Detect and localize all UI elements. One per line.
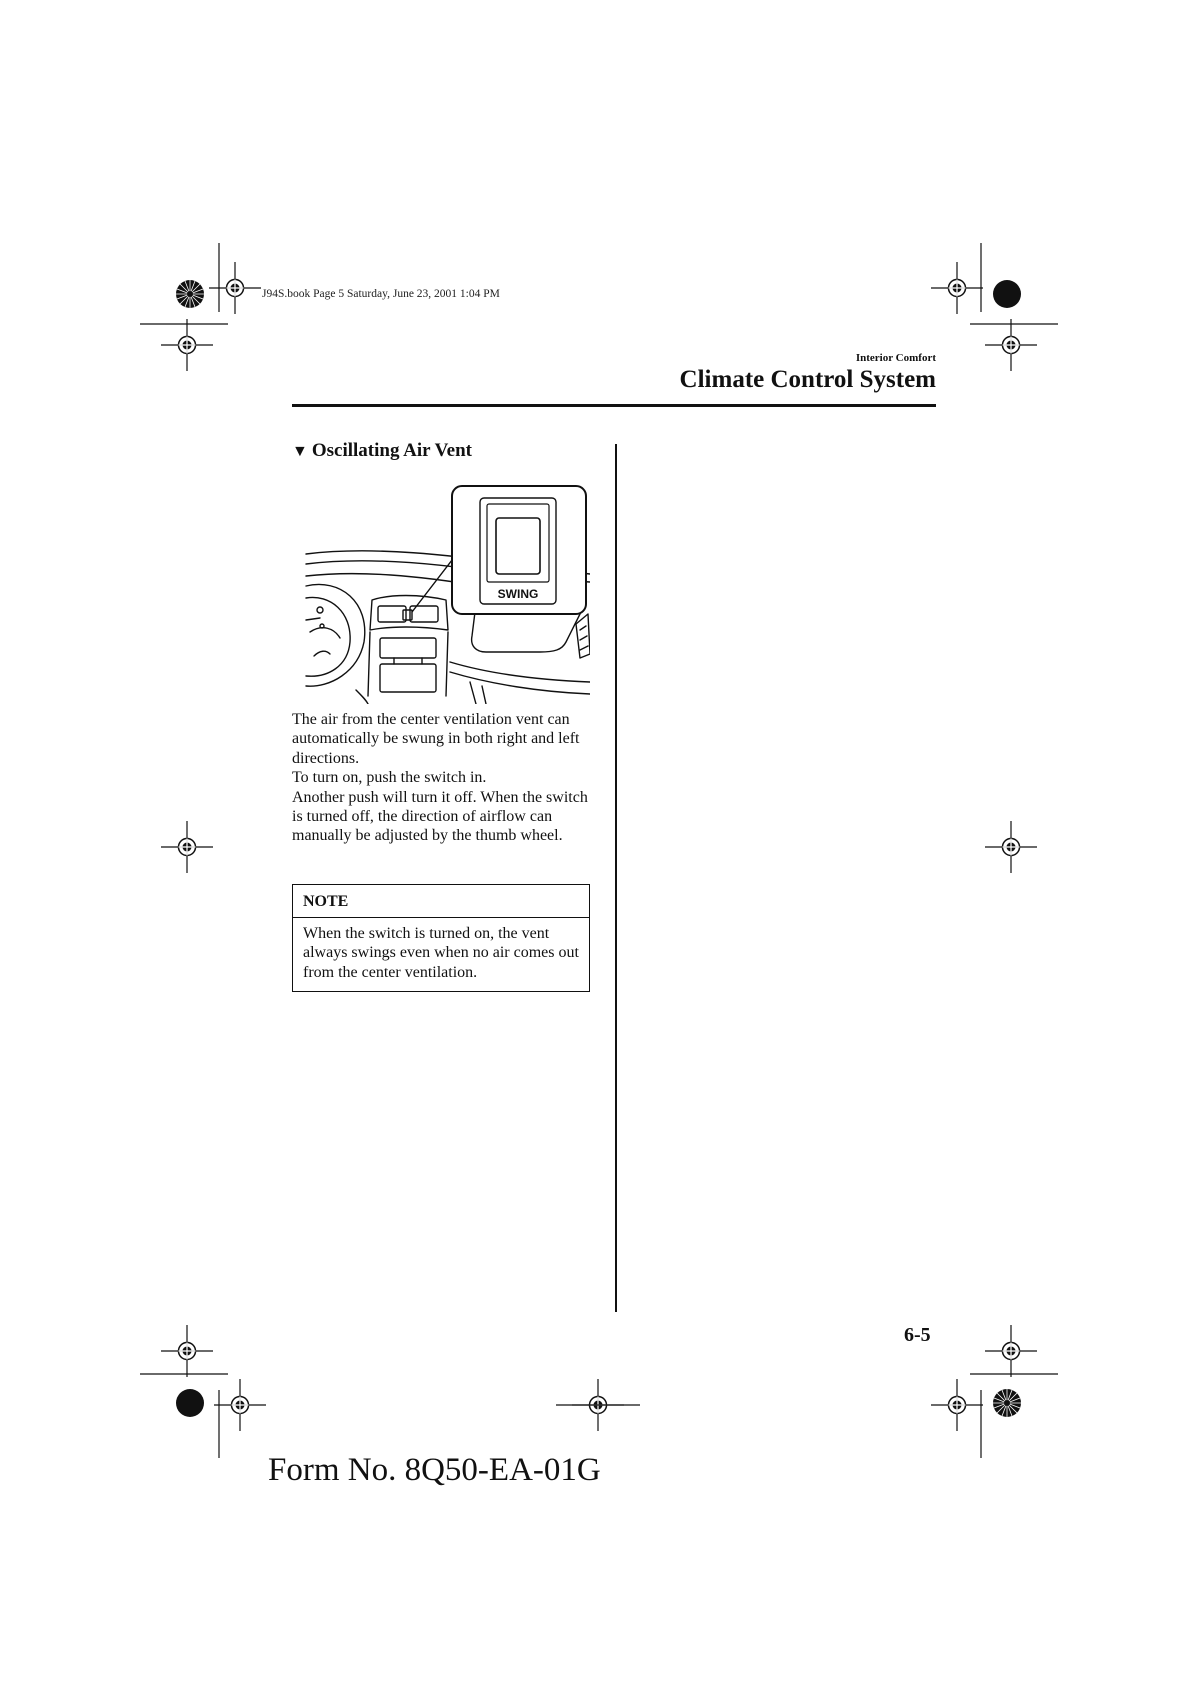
swing-switch-label: SWING [497,587,539,601]
triangle-bullet-icon: ▼ [292,443,308,460]
registration-mark-bottom-right [931,1325,1058,1458]
registration-mark-middle-left [161,821,213,873]
registration-mark-top-right [931,243,1058,371]
registration-mark-bottom-center [556,1379,640,1431]
note-text: When the switch is turned on, the vent always swings even when no air comes out from the center ventilation. [303,925,579,981]
page-number: 6-5 [904,1324,931,1346]
body-text [292,710,592,846]
section-label: Interior Comfort [855,352,936,364]
note-title: NOTE [293,885,589,918]
note-box [292,884,590,992]
column-divider [615,444,617,1312]
paragraph: To turn on, push the switch in. [292,769,487,787]
registration-mark-bottom-left [140,1325,266,1458]
header-rule [292,404,936,407]
form-number: Form No. 8Q50-EA-01G [268,1452,601,1488]
dashboard-illustration [300,482,590,704]
registration-mark-middle-right [985,821,1037,873]
paragraph: Another push will turn it off. When the switch is turned off, the direction of airflow can manually be adjusted by the thumb wheel. [292,788,588,845]
section-heading-text: Oscillating Air Vent [311,440,472,461]
registration-mark-top-left [140,243,261,371]
paragraph: The air from the center ventilation vent can automatically be swung in both right and left directions. [292,711,580,767]
section-heading [292,440,472,462]
page-title: Climate Control System [679,366,936,393]
print-stamp: J94S.book Page 5 Saturday, June 23, 2001 1:04 PM [262,288,500,300]
